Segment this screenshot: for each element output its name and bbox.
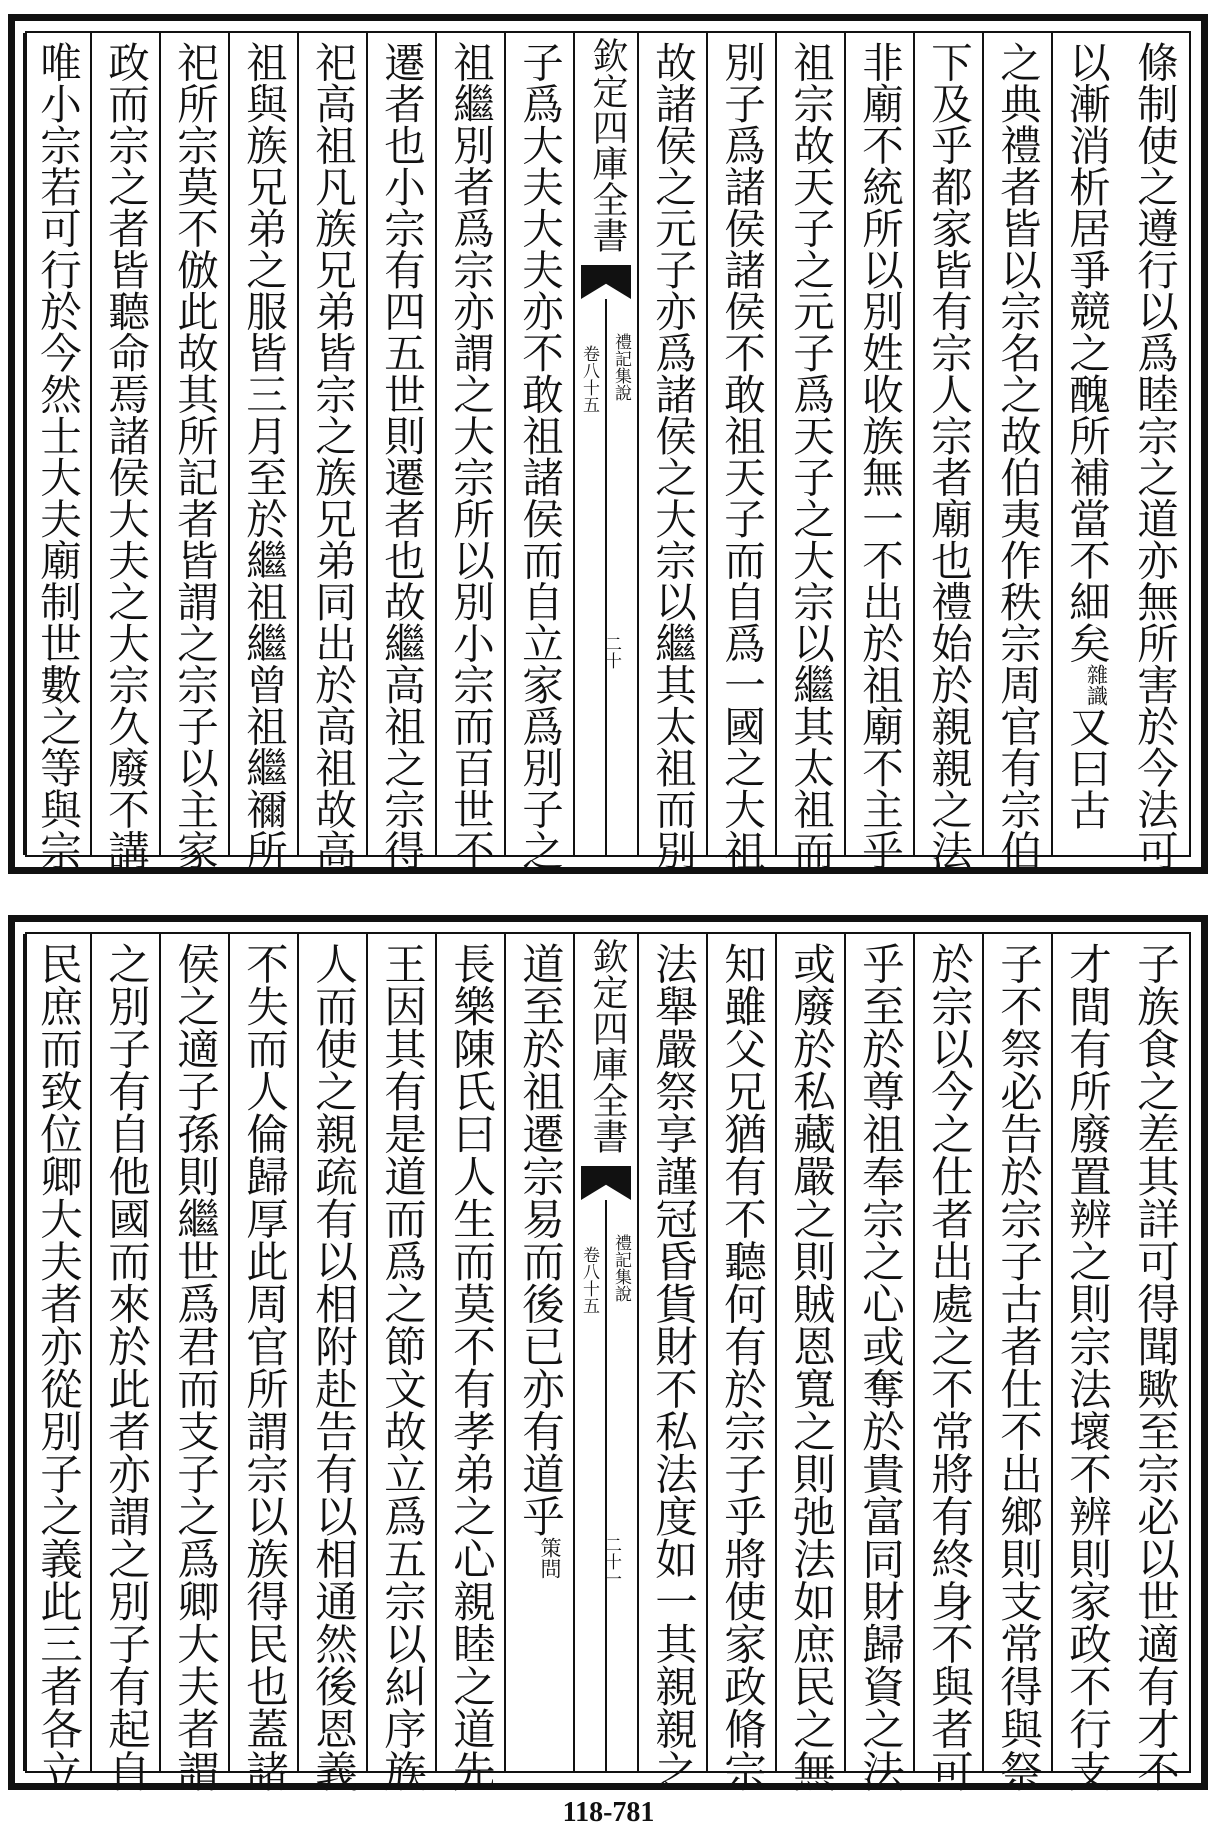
column-text: 祖繼別者爲宗亦謂之大宗所以別小宗而百世不	[446, 41, 495, 871]
text-column	[637, 33, 706, 871]
bottom-page	[8, 915, 1208, 1790]
column-text: 長樂陳氏曰人生而莫不有孝弟之心親睦之道先	[446, 942, 495, 1792]
text-column	[504, 934, 573, 1771]
column-text: 祖宗故天子之元子爲天子之大宗以繼其太祖而	[786, 41, 835, 871]
text-column	[435, 934, 504, 1792]
center-fold-strip	[573, 934, 637, 1771]
text-column	[366, 934, 435, 1792]
text-column	[23, 934, 90, 1792]
text-column	[228, 934, 297, 1792]
text-column	[90, 33, 159, 871]
column-text: 以漸消析居爭競之醜所補當不細矣	[1062, 41, 1111, 664]
text-column	[982, 33, 1051, 871]
column-text: 政而宗之者皆聽命焉諸侯大夫之大宗久廢不講	[101, 41, 150, 871]
column-text: 子爲大夫大夫亦不敢祖諸侯而自立家爲別子之	[515, 41, 564, 871]
text-column	[297, 934, 366, 1792]
text-column	[706, 33, 775, 871]
column-text: 才間有所廢置辨之則宗法壞不辨則家政不行支	[1062, 942, 1111, 1792]
column-text: 不失而人倫歸厚此周官所謂宗以族得民也蓋諸	[239, 942, 288, 1792]
column-text: 乎至於尊祖奉宗之心或奪於貴富同財歸資之法	[855, 942, 904, 1792]
center-fold-strip	[573, 33, 637, 855]
text-column	[504, 33, 573, 871]
fish-tail-mark	[581, 1166, 631, 1200]
column-text: 別子爲諸侯諸侯不敢祖天子而自爲一國之大祖	[717, 41, 766, 871]
interlinear-note: 雜識	[1084, 663, 1109, 706]
text-column	[913, 33, 982, 871]
text-column	[435, 33, 504, 871]
column-text: 遷者也小宗有四五世則遷者也故繼高祖之宗得	[377, 41, 426, 871]
center-rule	[605, 299, 607, 855]
column-text-with-note	[505, 934, 574, 1771]
column-text: 故諸侯之元子亦爲諸侯之大宗以繼其太祖而別	[648, 41, 697, 871]
column-text: 子族食之差其詳可得聞歟至宗必以世適有才不	[1130, 942, 1179, 1792]
column-text: 之典禮者皆以宗名之故伯夷作秩宗周官有宗伯	[993, 41, 1042, 871]
volume-label: 卷八十五	[579, 345, 599, 413]
text-column	[366, 33, 435, 871]
column-text: 於宗以今之仕者出處之不常將有終身不與者可	[924, 942, 973, 1792]
column-text: 法舉嚴祭享謹冠昏貨財不私法度如一其親親之	[648, 942, 697, 1792]
page-footer-number: 118-781	[562, 1797, 655, 1828]
top-page	[8, 14, 1208, 874]
page-number: 二十	[601, 635, 621, 669]
text-column	[706, 934, 775, 1792]
top-page-frame	[25, 31, 1191, 871]
column-text: 又曰古	[1062, 705, 1111, 830]
column-text: 知雖父兄猶有不聽何有於宗子乎將使家政脩宗	[717, 942, 766, 1792]
column-text: 唯小宗若可行於今然士大夫廟制世數之等與宗	[33, 41, 82, 871]
column-text: 之別子有自他國而來於此者亦謂之別子有起自	[101, 942, 150, 1792]
text-column	[159, 934, 228, 1792]
text-column	[844, 934, 913, 1792]
column-text: 侯之適子孫則繼世爲君而支子之爲卿大夫者謂	[170, 942, 219, 1792]
column-text: 道至於祖遷宗易而後已亦有道乎	[515, 942, 564, 1537]
text-column	[775, 934, 844, 1792]
column-text: 民庶而致位卿大夫者亦從別子之義此三者各立	[33, 942, 82, 1792]
volume-label: 卷八十五	[579, 1246, 599, 1314]
interlinear-note: 策問	[538, 1537, 562, 1579]
running-title: 欽定四庫全書	[587, 938, 628, 1154]
column-text: 非廟不統所以別姓收族無一不出於祖廟不主乎	[855, 41, 904, 871]
book-title: 禮記集說	[611, 1234, 631, 1302]
fish-tail-mark	[581, 265, 631, 299]
page-number: 二十一	[601, 1536, 621, 1587]
column-text: 子不祭必告於宗子古者仕不出鄉則支常得與祭	[993, 942, 1042, 1792]
text-column	[297, 33, 366, 871]
bottom-page-frame	[25, 932, 1191, 1792]
column-text-with-note	[1052, 33, 1121, 855]
text-column	[228, 33, 297, 871]
book-title: 禮記集說	[611, 333, 631, 401]
column-text: 條制使之遵行以爲睦宗之道亦無所害於今法可	[1130, 41, 1179, 871]
text-column	[1120, 33, 1189, 871]
text-column	[90, 934, 159, 1792]
column-text: 下及乎都家皆有宗人宗者廟也禮始於親親之法	[924, 41, 973, 871]
column-text: 人而使之親疏有以相附赴告有以相通然後恩義	[308, 942, 357, 1792]
column-text: 祀所宗莫不倣此故其所記者皆謂之宗子以主家	[170, 41, 219, 871]
column-text: 或廢於私藏嚴之則賊恩寬之則弛法如庶民之無	[786, 942, 835, 1792]
text-column	[23, 33, 90, 871]
text-column	[1051, 33, 1120, 855]
text-column	[982, 934, 1051, 1792]
column-text: 祀高祖凡族兄弟皆宗之族兄弟同出於高祖故高	[308, 41, 357, 871]
text-column	[844, 33, 913, 871]
column-text: 王因其有是道而爲之節文故立爲五宗以糾序族	[377, 942, 426, 1792]
running-title: 欽定四庫全書	[587, 37, 628, 253]
text-column	[1120, 934, 1189, 1792]
text-column	[637, 934, 706, 1792]
text-column	[913, 934, 982, 1792]
text-column	[159, 33, 228, 871]
column-text: 祖與族兄弟之服皆三月至於繼祖繼曾祖繼禰所	[239, 41, 288, 871]
text-column	[775, 33, 844, 871]
text-column	[1051, 934, 1120, 1792]
center-rule	[605, 1200, 607, 1771]
